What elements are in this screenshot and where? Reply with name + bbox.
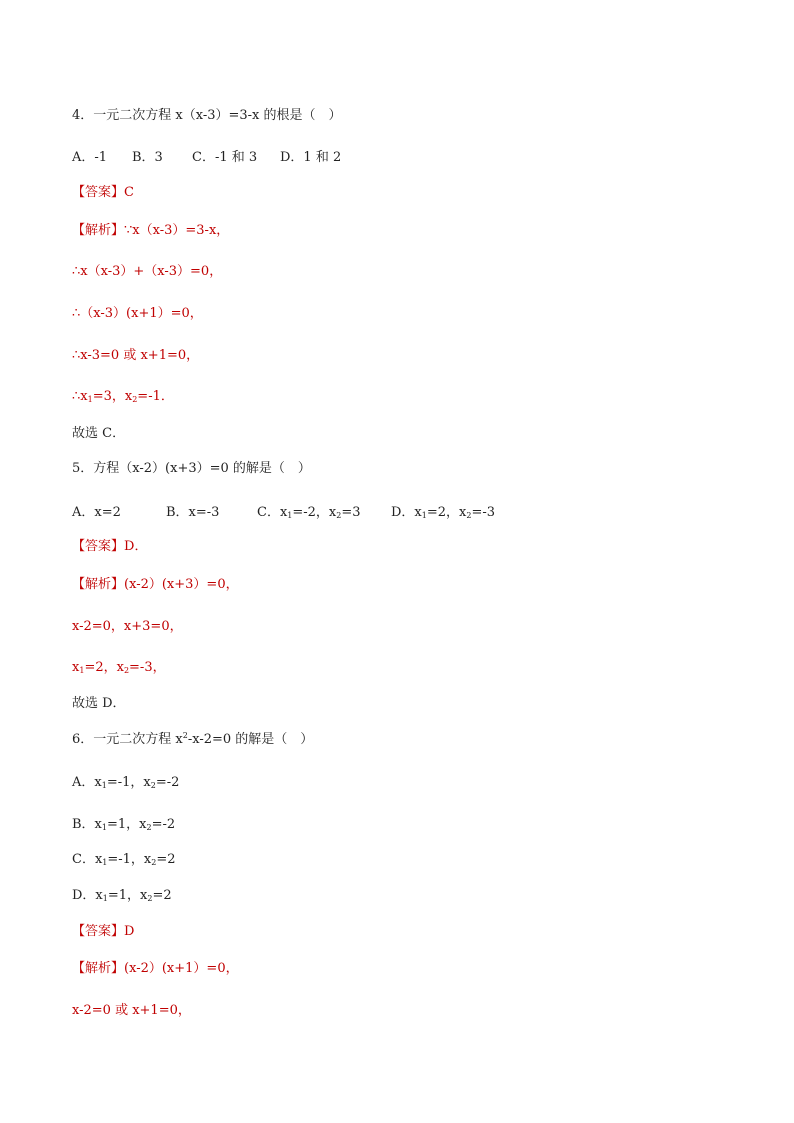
q4-answer-value: C — [124, 185, 134, 200]
q5-answer-value: D． — [124, 539, 148, 554]
q6-answer-value: D — [124, 924, 135, 939]
q5-answer — [72, 539, 147, 555]
option-text: A．x — [72, 775, 102, 790]
q5-options — [72, 505, 552, 521]
q6-option-c — [72, 852, 176, 868]
option-text: =-2 — [155, 775, 180, 790]
q5-question: 5．方程（x-2）(x+3）=0 的解是（ ） — [72, 461, 311, 476]
subscript: 1 — [87, 395, 93, 404]
superscript: 2 — [182, 731, 188, 740]
subscript: 1 — [79, 666, 85, 675]
option-text: =2，x — [426, 505, 467, 520]
option-text: D．x — [72, 888, 103, 903]
q5-analysis-tag: 【解析】 — [72, 577, 125, 592]
subscript: 1 — [102, 894, 108, 903]
q4-conclusion: 故选 C． — [72, 426, 126, 441]
subscript: 1 — [101, 781, 107, 790]
q4-analysis — [72, 223, 229, 239]
q6-analysis-line: (x-2）(x+1）=0， — [124, 961, 239, 976]
q5-final-text: =2，x — [84, 660, 124, 675]
option-text: =2 — [152, 888, 172, 903]
q4-question: 4．一元二次方程 x（x-3）=3-x 的根是（ ） — [72, 108, 342, 123]
q5-answer-tag: 【答案】 — [72, 539, 125, 554]
q4-answer-tag: 【答案】 — [72, 185, 125, 200]
subscript: 1 — [287, 511, 293, 520]
q5-analysis — [72, 577, 239, 593]
q6-question — [72, 732, 313, 748]
q6-option-a — [72, 775, 179, 791]
subscript: 2 — [151, 858, 157, 867]
subscript: 2 — [336, 511, 342, 520]
q6-option-d — [72, 888, 172, 904]
option-text: =1，x — [107, 888, 148, 903]
q6-question-text: 6．一元二次方程 x — [72, 732, 183, 747]
subscript: 2 — [150, 781, 156, 790]
q5-option-a: A．x=2 — [72, 505, 121, 520]
q5-step-1: x-2=0，x+3=0， — [72, 619, 183, 634]
q4-option-c: C．-1 和 3 — [192, 150, 258, 165]
q6-answer — [72, 924, 134, 940]
option-text: C．x — [72, 852, 103, 867]
q4-option-d: D．1 和 2 — [280, 150, 342, 165]
q5-final-roots — [72, 660, 166, 676]
q4-final-text: ∴x — [72, 389, 88, 404]
option-text: =3 — [341, 505, 361, 520]
q6-analysis — [72, 961, 239, 977]
subscript: 2 — [147, 894, 153, 903]
q4-analysis-line: ∵x（x-3）=3-x， — [124, 223, 230, 238]
option-text: =-1，x — [107, 852, 152, 867]
q4-step-2: ∴（x-3）(x+1）=0， — [72, 306, 203, 321]
q4-step-1: ∴x（x-3）+（x-3）=0， — [72, 264, 223, 279]
subscript: 1 — [102, 858, 108, 867]
q5-analysis-line: (x-2）(x+3）=0， — [124, 577, 239, 592]
q5-final-text: x — [72, 660, 80, 675]
q6-answer-tag: 【答案】 — [72, 924, 125, 939]
q6-option-b — [72, 817, 175, 833]
q6-analysis-tag: 【解析】 — [72, 961, 125, 976]
q5-final-text: =-3， — [129, 660, 166, 675]
subscript: 2 — [123, 666, 130, 675]
q4-option-a: A．-1 — [72, 150, 108, 165]
option-text: =-3 — [471, 505, 496, 520]
option-text: =-2 — [151, 817, 176, 832]
option-text: C．x — [257, 505, 288, 520]
q4-option-b: B．3 — [132, 150, 163, 165]
q4-final-text: =3，x — [92, 389, 133, 404]
option-text: =1，x — [106, 817, 147, 832]
q4-final-text: =-1． — [137, 389, 174, 404]
q6-question-text: -x-2=0 的解是（ ） — [187, 732, 314, 747]
q5-conclusion: 故选 D． — [72, 696, 126, 711]
q4-final-roots — [72, 389, 174, 405]
option-text: D．x — [391, 505, 422, 520]
subscript: 2 — [132, 395, 138, 404]
q5-option-b: B．x=-3 — [166, 505, 220, 520]
subscript: 2 — [146, 823, 152, 832]
subscript: 1 — [421, 511, 427, 520]
q4-step-3: ∴x-3=0 或 x+1=0， — [72, 348, 200, 363]
q6-step-1: x-2=0 或 x+1=0， — [72, 1003, 191, 1018]
option-text: =2 — [156, 852, 176, 867]
q5-option-d — [391, 505, 495, 521]
option-text: =-2，x — [292, 505, 337, 520]
option-text: =-1，x — [106, 775, 151, 790]
q4-answer — [72, 185, 134, 201]
option-text: B．x — [72, 817, 102, 832]
q4-options — [72, 150, 472, 166]
q4-analysis-tag: 【解析】 — [72, 223, 125, 238]
q5-option-c — [257, 505, 361, 521]
subscript: 2 — [466, 511, 472, 520]
subscript: 1 — [101, 823, 107, 832]
